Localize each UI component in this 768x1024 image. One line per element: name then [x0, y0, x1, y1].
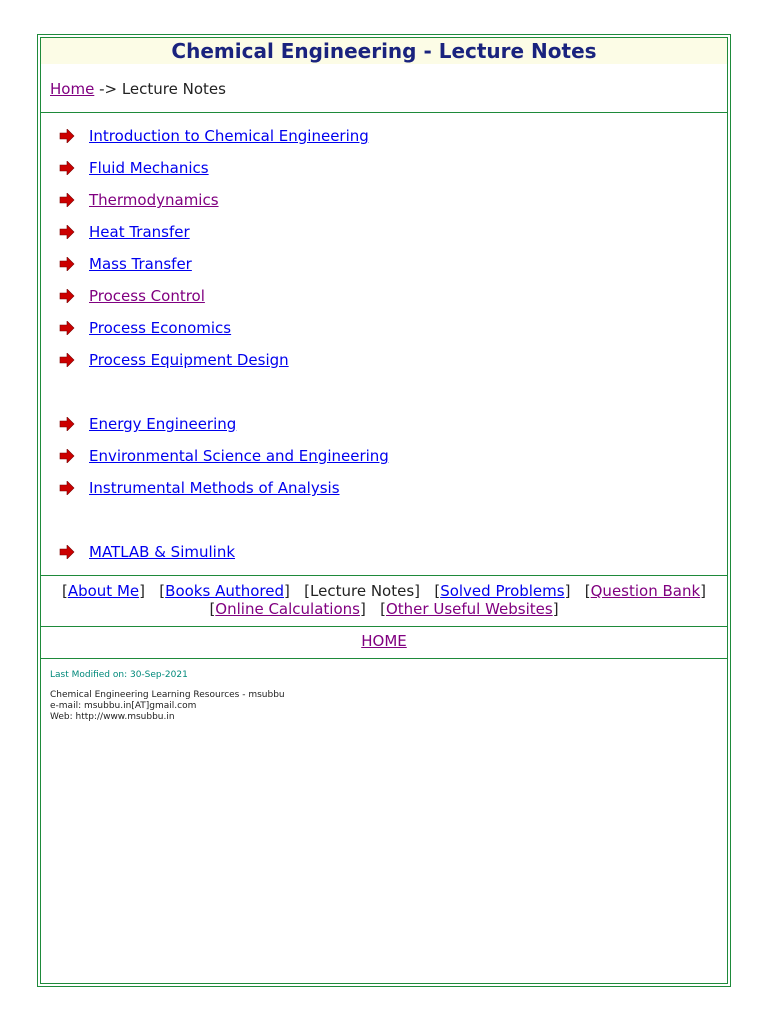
header-divider	[41, 112, 727, 113]
red-arrow-icon	[59, 129, 75, 143]
topic-item	[59, 125, 369, 147]
topic-item	[59, 189, 219, 211]
site-line: Chemical Engineering Learning Resources - msubbu	[50, 690, 285, 700]
home-link[interactable]: HOME	[361, 632, 407, 650]
footer-nav	[41, 582, 727, 618]
page-meta	[50, 670, 285, 723]
topic-item	[59, 221, 190, 243]
topic-link[interactable]: MATLAB & Simulink	[89, 543, 236, 561]
topic-item	[59, 253, 192, 275]
page-frame-inner	[40, 37, 728, 984]
solved-problems-link[interactable]: Solved Problems	[440, 582, 565, 600]
page-title: Chemical Engineering - Lecture Notes	[171, 39, 597, 63]
topic-item	[59, 445, 389, 467]
other-websites-link[interactable]: Other Useful Websites	[385, 600, 553, 618]
topics-divider	[41, 575, 727, 576]
topic-link[interactable]: Process Equipment Design	[89, 351, 289, 369]
question-bank-link[interactable]: Question Bank	[590, 582, 701, 600]
home-link-row	[41, 632, 727, 650]
page-frame	[37, 34, 731, 987]
footer-nav-about: [About Me]	[61, 582, 145, 600]
about-me-link[interactable]: About Me	[67, 582, 140, 600]
topic-link[interactable]: Heat Transfer	[89, 223, 190, 241]
breadcrumb-separator: ->	[94, 80, 122, 98]
footer-nav-online-calc: [Online Calculations]	[209, 600, 366, 618]
topic-link[interactable]: Mass Transfer	[89, 255, 192, 273]
topic-link[interactable]: Introduction to Chemical Engineering	[89, 127, 369, 145]
last-modified: Last Modified on: 30-Sep-2021	[50, 670, 188, 680]
footer-nav-divider	[41, 626, 727, 627]
topic-link[interactable]: Energy Engineering	[89, 415, 237, 433]
breadcrumb-home-link[interactable]: Home	[50, 80, 95, 98]
red-arrow-icon	[59, 289, 75, 303]
red-arrow-icon	[59, 225, 75, 239]
breadcrumb-current: Lecture Notes	[121, 80, 226, 98]
topic-link[interactable]: Process Economics	[89, 319, 232, 337]
red-arrow-icon	[59, 193, 75, 207]
lecture-notes-label: Lecture Notes	[310, 582, 415, 600]
footer-nav-question-bank: [Question Bank]	[584, 582, 707, 600]
topic-link[interactable]: Thermodynamics	[89, 191, 219, 209]
red-arrow-icon	[59, 449, 75, 463]
topic-item	[59, 349, 289, 371]
topic-link[interactable]: Process Control	[89, 287, 205, 305]
topic-item	[59, 413, 236, 435]
title-bar	[41, 38, 727, 64]
topic-item	[59, 477, 340, 499]
books-authored-link[interactable]: Books Authored	[165, 582, 284, 600]
breadcrumb	[50, 80, 226, 98]
topic-item	[59, 541, 235, 563]
topic-link[interactable]: Environmental Science and Engineering	[89, 447, 389, 465]
topic-item	[59, 285, 205, 307]
footer-nav-lecture-notes: [Lecture Notes]	[304, 582, 421, 600]
contact-email: e-mail: msubbu.in[AT]gmail.com	[50, 701, 197, 711]
red-arrow-icon	[59, 545, 75, 559]
red-arrow-icon	[59, 481, 75, 495]
red-arrow-icon	[59, 321, 75, 335]
topic-link[interactable]: Fluid Mechanics	[89, 159, 209, 177]
footer-nav-solved: [Solved Problems]	[434, 582, 571, 600]
red-arrow-icon	[59, 257, 75, 271]
online-calculations-link[interactable]: Online Calculations	[215, 600, 360, 618]
topic-item	[59, 317, 231, 339]
home-divider	[41, 658, 727, 659]
topic-item	[59, 157, 209, 179]
red-arrow-icon	[59, 353, 75, 367]
site-web: Web: http://www.msubbu.in	[50, 712, 175, 722]
red-arrow-icon	[59, 161, 75, 175]
footer-nav-websites: [Other Useful Websites]	[380, 600, 559, 618]
red-arrow-icon	[59, 417, 75, 431]
footer-nav-books: [Books Authored]	[159, 582, 290, 600]
topic-link[interactable]: Instrumental Methods of Analysis	[89, 479, 340, 497]
